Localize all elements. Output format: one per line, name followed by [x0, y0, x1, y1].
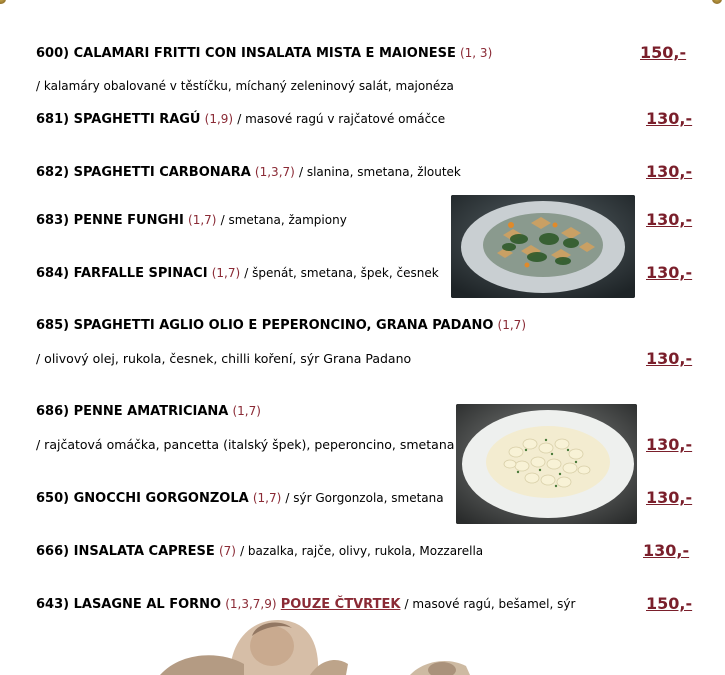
corner-ornament-left [0, 0, 6, 4]
item-description: / masové ragú, bešamel, sýr [404, 597, 576, 611]
item-name: 643) LASAGNE AL FORNO [36, 597, 222, 612]
item-description: / masové ragú v rajčatové omáčce [237, 112, 446, 126]
item-allergens: (7) [218, 544, 236, 558]
item-allergens: (1, 3) [459, 46, 493, 60]
menu-item-685 [36, 316, 526, 335]
item-description: / olivový olej, rukola, česnek, chilli koření, sýr Grana Padano [36, 351, 412, 366]
item-name: 683) PENNE FUNGHI [36, 213, 184, 228]
item-price: 150,- [640, 43, 687, 62]
item-description: / špenát, smetana, špek, česnek [244, 266, 439, 280]
item-price: 130,- [646, 349, 693, 368]
item-name: 684) FARFALLE SPINACI [36, 266, 208, 281]
item-description: / rajčatová omáčka, pancetta (italský špek), peperoncino, smetana [36, 437, 455, 452]
item-name: 600) CALAMARI FRITTI CON INSALATA MISTA E MAIONESE [36, 46, 456, 61]
item-allergens: (1,9) [204, 112, 234, 126]
menu-item-600 [36, 44, 492, 63]
item-price: 130,- [646, 109, 693, 128]
item-allergens: (1,3,7) [254, 165, 295, 179]
item-allergens: (1,7) [211, 266, 241, 280]
item-allergens: (1,7) [188, 213, 217, 227]
item-description: / slanina, smetana, žloutek [298, 165, 461, 179]
thursday-only-label: POUZE ČTVRTEK [280, 597, 401, 612]
item-description: / sýr Gorgonzola, smetana [285, 491, 444, 505]
menu-item-684 [36, 264, 439, 283]
corner-ornament-right [712, 0, 722, 4]
item-name: 681) SPAGHETTI RAGÚ [36, 112, 201, 127]
item-price: 130,- [646, 210, 693, 229]
menu-item-686 [36, 402, 261, 421]
menu-item-681 [36, 110, 445, 129]
item-name: 650) GNOCCHI GORGONZOLA [36, 491, 249, 506]
menu-item-666 [36, 542, 483, 561]
item-allergens: (1,7) [232, 404, 261, 418]
menu-item-683 [36, 211, 347, 230]
item-name: 682) SPAGHETTI CARBONARA [36, 165, 251, 180]
item-price: 130,- [646, 263, 693, 282]
item-name: 666) INSALATA CAPRESE [36, 544, 215, 559]
item-description: / kalamáry obalované v těstíčku, míchaný zeleninový salát, majonéza [36, 79, 454, 93]
item-description: / smetana, žampiony [220, 213, 347, 227]
item-description: / bazalka, rajče, olivy, rukola, Mozzarella [240, 544, 484, 558]
gnocchi-gorgonzola-photo [456, 404, 637, 524]
item-price: 130,- [646, 162, 693, 181]
item-name: 685) SPAGHETTI AGLIO OLIO E PEPERONCINO, GRANA PADANO [36, 318, 494, 333]
item-price: 130,- [643, 541, 690, 560]
item-price: 150,- [646, 594, 693, 613]
item-price: 130,- [646, 435, 693, 454]
cherub-illustration [160, 612, 480, 675]
item-allergens: (1,7) [497, 318, 526, 332]
menu-item-650 [36, 489, 444, 508]
farfalle-spinach-photo [451, 195, 635, 298]
item-allergens: (1,7) [252, 491, 282, 505]
menu-item-682 [36, 163, 461, 182]
item-allergens: (1,3,7,9) [225, 597, 277, 611]
item-price: 130,- [646, 488, 693, 507]
item-name: 686) PENNE AMATRICIANA [36, 404, 229, 419]
